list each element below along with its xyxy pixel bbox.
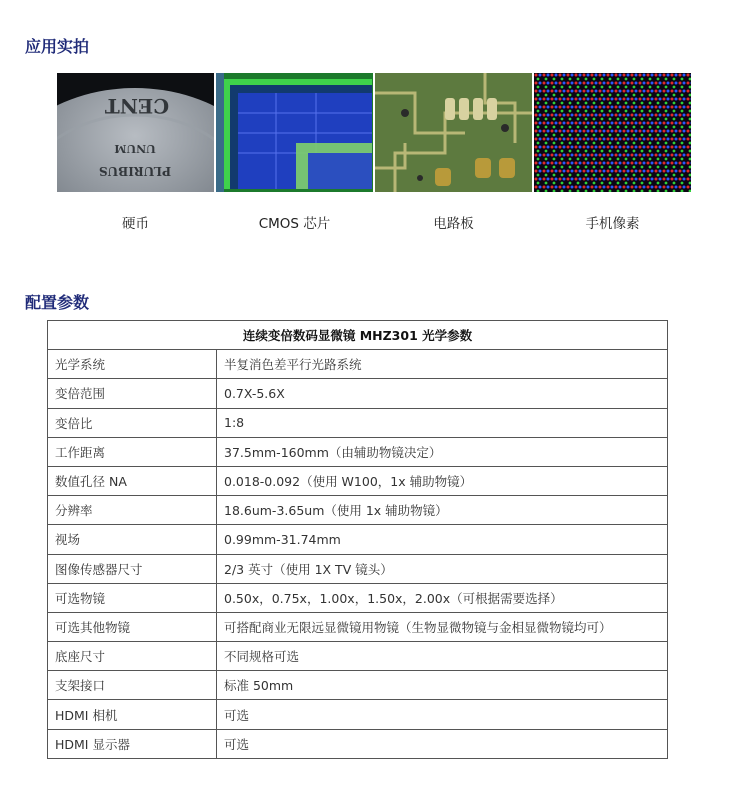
spec-value: 37.5mm-160mm（由辅助物镜决定） [217, 437, 668, 466]
spec-key: 可选物镜 [48, 583, 217, 612]
table-row [48, 612, 668, 641]
phone-pixels-photo [534, 73, 691, 192]
table-row [48, 671, 668, 700]
spec-key: 光学系统 [48, 350, 217, 379]
svg-text:PLURIBUS: PLURIBUS [98, 164, 172, 178]
table-row [48, 350, 668, 379]
circuit-board-photo [375, 73, 532, 192]
spec-key: 变倍范围 [48, 379, 217, 408]
table-row [48, 554, 668, 583]
spec-table [47, 320, 668, 759]
section-title-spec: 配置参数 [25, 293, 90, 312]
spec-value: 可选 [217, 700, 668, 729]
spec-key: 图像传感器尺寸 [48, 554, 217, 583]
spec-table-header-row [48, 321, 668, 350]
cmos-chip-photo [216, 73, 373, 192]
spec-value: 18.6um-3.65um（使用 1x 辅助物镜） [217, 496, 668, 525]
table-row [48, 700, 668, 729]
spec-value: 不同规格可选 [217, 642, 668, 671]
spec-value: 可选 [217, 729, 668, 758]
table-row [48, 379, 668, 408]
spec-key: 工作距离 [48, 437, 217, 466]
spec-value: 标准 50mm [217, 671, 668, 700]
spec-value: 2/3 英寸（使用 1X TV 镜头） [217, 554, 668, 583]
table-row [48, 583, 668, 612]
table-row [48, 408, 668, 437]
table-row [48, 466, 668, 495]
spec-key: 数值孔径 NA [48, 466, 217, 495]
svg-text:CENT: CENT [104, 94, 170, 118]
table-row [48, 729, 668, 758]
photo-gallery [57, 73, 692, 192]
caption-phone-pixels: 手机像素 [585, 216, 640, 232]
table-row [48, 642, 668, 671]
table-row [48, 437, 668, 466]
spec-key: HDMI 显示器 [48, 729, 217, 758]
caption-cmos: CMOS 芯片 [258, 216, 331, 232]
table-row [48, 496, 668, 525]
spec-value: 0.7X-5.6X [217, 379, 668, 408]
spec-key: 变倍比 [48, 408, 217, 437]
spec-value: 可搭配商业无限远显微镜用物镜（生物显微物镜与金相显微物镜均可） [217, 612, 668, 641]
spec-key: 可选其他物镜 [48, 612, 217, 641]
caption-circuit-board: 电路板 [433, 216, 474, 232]
spec-key: 支架接口 [48, 671, 217, 700]
spec-value: 0.018-0.092（使用 W100，1x 辅助物镜） [217, 466, 668, 495]
spec-key: HDMI 相机 [48, 700, 217, 729]
caption-coin: 硬币 [122, 216, 149, 232]
coin-photo [57, 73, 214, 192]
spec-value: 0.50x，0.75x，1.00x，1.50x，2.00x（可根据需要选择） [217, 583, 668, 612]
table-row [48, 525, 668, 554]
spec-table-header: 连续变倍数码显微镜 MHZ301 光学参数 [48, 321, 668, 350]
spec-key: 底座尺寸 [48, 642, 217, 671]
spec-value: 0.99mm-31.74mm [217, 525, 668, 554]
spec-key: 分辨率 [48, 496, 217, 525]
spec-value: 1:8 [217, 408, 668, 437]
spec-key: 视场 [48, 525, 217, 554]
section-title-app-photos: 应用实拍 [25, 37, 90, 56]
svg-text:UNUM: UNUM [114, 142, 156, 155]
spec-value: 半复消色差平行光路系统 [217, 350, 668, 379]
